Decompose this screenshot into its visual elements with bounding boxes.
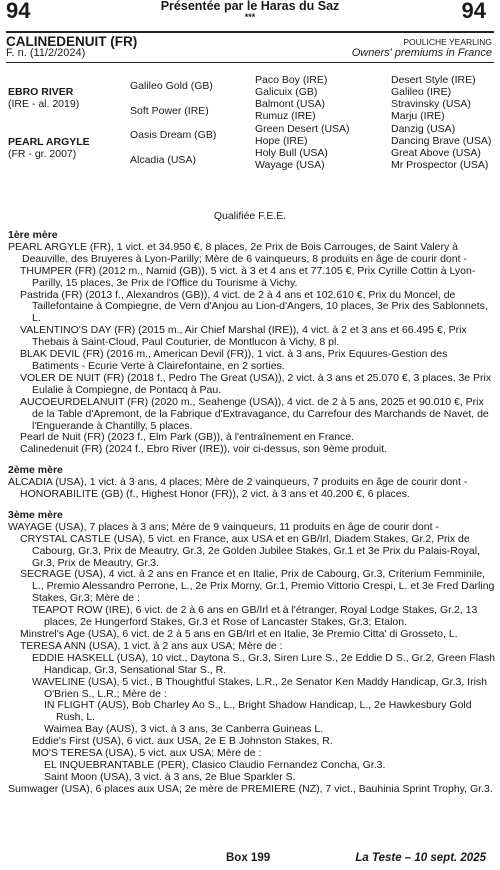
title-rule bbox=[6, 31, 494, 33]
category: POULICHE YEARLING bbox=[403, 37, 492, 47]
produce-entry: EL INQUEBRANTABLE (PER), Clasico Claudio Fernandez Concha, Gr.3. bbox=[44, 758, 386, 771]
qualification: Qualifiée F.E.E. bbox=[213, 210, 287, 222]
catalogue-body bbox=[8, 230, 496, 796]
section-title: 2ème mère bbox=[8, 464, 63, 477]
dam-name: PEARL ARGYLE bbox=[8, 136, 90, 148]
sex-dob: F. n. (11/2/2024) bbox=[6, 47, 86, 59]
pedigree-gen4: Desert Style (IRE) bbox=[391, 74, 476, 86]
produce-entry: Calinedenuit (FR) (2024 f., Ebro River (IRE)), voir ci-dessus, son 9ème produit. bbox=[20, 443, 388, 456]
produce-entry: SECRAGE (USA), 4 vict. à 2 ans en France et en Italie, Prix de Cabourg, Gr.3, Criterium Femminile, L., Premio Alessandro Perrone, L., 2e Prix Morny, Gr.1, Premio Vittorio Crespi, L. et 3e Fred Darling Stakes, Gr.3; Mère de : bbox=[20, 568, 495, 605]
pedigree-gen3: Balmont (USA) bbox=[255, 98, 326, 110]
produce-entry: VALENTINO'S DAY (FR) (2015 m., Air Chief Marshal (IRE)), 4 vict. à 2 et 3 ans et 66.495 €, Prix Thebais à Saint-Cloud, Paul Couturier, de Montlucon à Vichy, 8 pl. bbox=[20, 324, 467, 349]
pedigree-gen2: Soft Power (IRE) bbox=[130, 105, 209, 117]
presented-by: Présentée par le Haras du Saz bbox=[160, 0, 340, 13]
produce-entry: TERESA ANN (USA), 1 vict. à 2 ans aux USA; Mère de : bbox=[20, 639, 283, 652]
produce-entry: IN FLIGHT (AUS), Bob Charley Ao S., L., Bright Shadow Handicap, L., 2e Hawkesbury Gold Rush, L. bbox=[44, 699, 472, 724]
pedigree-gen3: Galicuix (GB) bbox=[255, 86, 318, 98]
section-title: 3ème mère bbox=[8, 508, 63, 521]
produce-entry: WAVELINE (USA), 5 vict., B Thoughtful Stakes, L.R., 2e Senator Ken Maddy Handicap, Gr.3, Irish O'Brien S., L.R.; Mère de : bbox=[32, 675, 488, 700]
produce-entry: Eddie's First (USA), 6 vict. aux USA, 2e E B Johnston Stakes, R. bbox=[32, 735, 333, 748]
pedigree-gen4: Danzig (USA) bbox=[391, 123, 456, 135]
section-title: 1ère mère bbox=[8, 229, 58, 241]
produce-entry: Pearl de Nuit (FR) (2023 f., Elm Park (GB)), à l'entraînement en France. bbox=[20, 431, 355, 444]
pedigree-gen3: Wayage (USA) bbox=[255, 159, 325, 171]
pedigree-gen3: Rumuz (IRE) bbox=[255, 110, 316, 122]
pedigree-gen3: Hope (IRE) bbox=[255, 135, 308, 147]
pedigree-gen3: Green Desert (USA) bbox=[255, 123, 350, 135]
venue-date: La Teste – 10 sept. 2025 bbox=[355, 852, 486, 864]
produce-entry: TEAPOT ROW (IRE), 6 vict. de 2 à 6 ans en GB/Irl et à l'étranger, Royal Lodge Stakes, Gr.2, 13 places, 2e Hungerford Stakes, Gr.3 et Rose of Lancaster Stakes, Gr.3; Etalon. bbox=[32, 604, 478, 629]
pedigree-gen3: Paco Boy (IRE) bbox=[255, 74, 328, 86]
sire-info: (IRE - al. 2019) bbox=[8, 98, 80, 110]
stars: *** bbox=[244, 12, 256, 22]
produce-entry: CRYSTAL CASTLE (USA), 5 vict. en France, aux USA et en GB/Irl, Diadem Stakes, Gr.2, Prix de Cabourg, Gr.3, Prix de Meautry, Gr.3, 2e Golden Jubilee Stakes, Gr.1 et 3e Prix du Palais-Royal, Gr.3, Prix de Meautry, Gr.3. bbox=[20, 532, 481, 569]
lot-number-right: 94 bbox=[461, 0, 486, 23]
produce-entry: Pastrida (FR) (2013 f., Alexandros (GB)), 4 vict. de 2 à 4 ans et 102.610 €, Prix du Moncel, de Taillefontaine à Compiegne, de Vern d'Anjou au Lion-d'Angers, 10 places, 3e Prix des Sablonnets, L. bbox=[20, 288, 488, 325]
produce-entry: MO'S TERESA (USA), 5 vict. aux USA; Mère de : bbox=[32, 747, 262, 760]
dam-paragraph: PEARL ARGYLE (FR), 1 vict. et 34.950 €, 8 places, 2e Prix de Bois Carrouges, de Saint Valery à Deauville, des Bruyeres à Lyon-Parilly; Mère de 6 vainqueurs, 8 produits en âge de courir dont - bbox=[8, 240, 467, 265]
produce-entry: HONORABILITE (GB) (f., Highest Honor (FR)), 2 vict. à 3 ans et 40.200 €, 6 places. bbox=[20, 488, 410, 501]
owners-premiums: Owners' premiums in France bbox=[351, 47, 492, 59]
produce-entry: Saint Moon (USA), 3 vict. à 3 ans, 2e Blue Sparkler S. bbox=[44, 770, 296, 783]
produce-entry: Minstrel's Age (USA), 6 vict. de 2 à 5 ans en GB/Irl et en Italie, 3e Premio Citta' di Grosseto, L. bbox=[20, 628, 458, 640]
dam-paragraph: Sumwager (USA), 6 places aux USA; 2e mère de PREMIERE (NZ), 7 vict., Bauhinia Sprint Trophy, Gr.3. bbox=[8, 782, 493, 795]
pedigree-gen2: Galileo Gold (GB) bbox=[130, 80, 213, 92]
dam-info: (FR - gr. 2007) bbox=[8, 148, 77, 160]
produce-entry: THUMPER (FR) (2012 m., Namid (GB)), 5 vict. à 3 et 4 ans et 77.105 €, Prix Cyrille Cottin à Lyon-Parilly, 15 places, 3e Prix de l'Office du Tourisme à Vichy. bbox=[20, 264, 476, 289]
pedigree-gen4: Galileo (IRE) bbox=[391, 86, 452, 98]
dam-paragraph: WAYAGE (USA), 7 places à 3 ans; Mère de 9 vainqueurs, 11 produits en âge de courir dont - bbox=[8, 520, 439, 533]
title-rule-bottom bbox=[6, 62, 494, 63]
pedigree-gen4: Dancing Brave (USA) bbox=[391, 135, 492, 147]
produce-entry: BLAK DEVIL (FR) (2016 m., American Devil (FR)), 1 vict. à 3 ans, Prix Equures-Gestion des Batiments - Ecurie Verte à Clairefontaine, en 2 sorties. bbox=[20, 348, 448, 372]
produce-entry: AUCOEURDELANUIT (FR) (2020 m., Seahenge (USA)), 4 vict. de 2 à 5 ans, 2025 et 90.010 €, Prix de la Table d'Apremont, de la Fabrique d'Extravagance, du Carrefour des Marchands de Navet, de l'Enguerande à Chantilly, 5 places. bbox=[20, 395, 489, 432]
pedigree-gen3: Holy Bull (USA) bbox=[255, 147, 328, 159]
pedigree-gen4: Stravinsky (USA) bbox=[391, 98, 471, 110]
pedigree-gen2: Alcadia (USA) bbox=[130, 154, 196, 166]
dam-paragraph: ALCADIA (USA), 1 vict. à 3 ans, 4 places; Mère de 2 vainqueurs, 7 produits en âge de courir dont - bbox=[8, 476, 468, 489]
sire-name: EBRO RIVER bbox=[8, 86, 74, 98]
produce-entry: VOLER DE NUIT (FR) (2018 f., Pedro The Great (USA)), 2 vict. à 3 ans et 25.070 €, 3 places, 3e Prix Eulalie à Compiegne, de Pontacq à Pau. bbox=[20, 371, 492, 396]
lot-number-left: 94 bbox=[6, 0, 31, 23]
produce-entry: Waimea Bay (AUS), 3 vict. à 3 ans, 3e Canberra Guineas L. bbox=[44, 723, 324, 736]
pedigree-gen4: Mr Prospector (USA) bbox=[391, 159, 489, 171]
horse-name: CALINEDENUIT (FR) bbox=[6, 34, 138, 49]
pedigree-gen4: Marju (IRE) bbox=[391, 110, 445, 122]
pedigree-gen2: Oasis Dream (GB) bbox=[130, 129, 217, 141]
box-number: Box 199 bbox=[226, 852, 271, 864]
pedigree-gen4: Great Above (USA) bbox=[391, 147, 481, 159]
produce-entry: EDDIE HASKELL (USA), 10 vict., Daytona S., Gr.3, Siren Lure S., 2e Eddie D S., Gr.2, Green Flash Handicap, Gr.3, Sensational Star S., R. bbox=[32, 651, 495, 676]
